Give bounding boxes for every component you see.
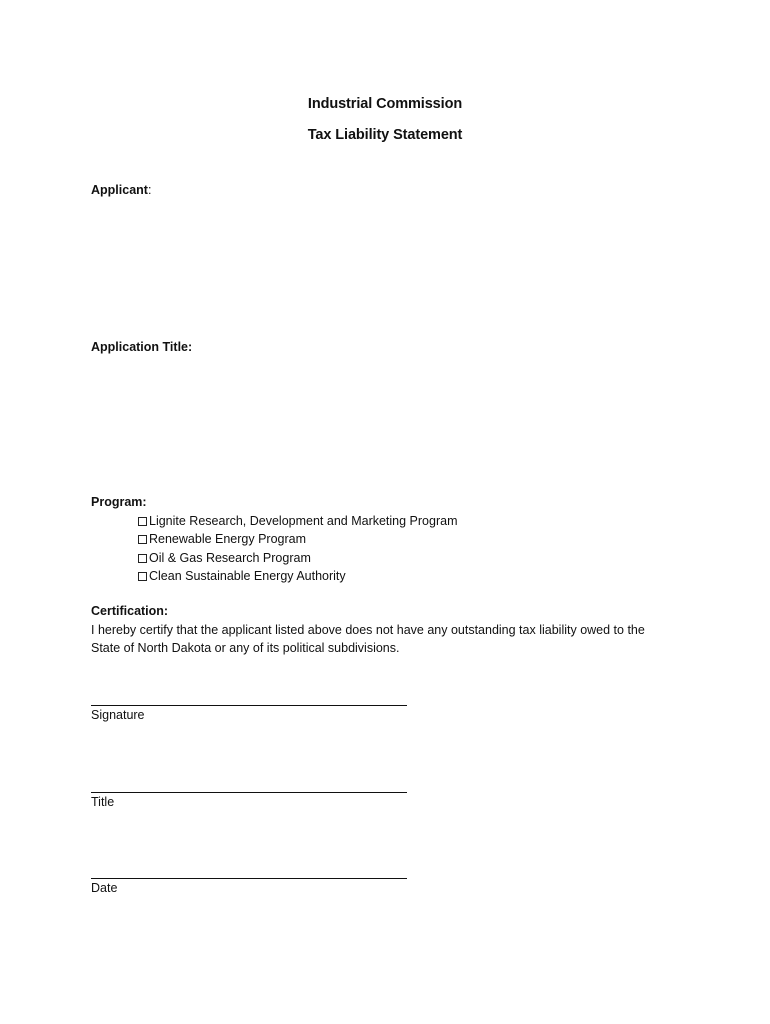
certification-line: I hereby certify that the applicant listed above does not have any outstanding tax liability owed to the (91, 623, 645, 637)
applicant-label-colon: : (147, 183, 152, 197)
date-label: Date (91, 881, 118, 895)
program-option-label: Lignite Research, Development and Marketing Program (149, 514, 458, 528)
program-option-oil-gas[interactable] (138, 551, 311, 565)
program-option-label: Clean Sustainable Energy Authority (149, 569, 346, 583)
certification-text (91, 621, 691, 657)
checkbox[interactable] (138, 535, 147, 544)
form-title: Tax Liability Statement (307, 127, 463, 143)
title-label: Title (91, 795, 115, 809)
date-line[interactable] (91, 878, 407, 879)
checkbox[interactable] (138, 517, 147, 526)
program-label: Program: (91, 495, 147, 509)
checkbox[interactable] (138, 572, 147, 581)
certification-heading: Certification: (91, 604, 169, 618)
signature-label: Signature (91, 708, 145, 722)
program-option-label: Renewable Energy Program (149, 532, 307, 546)
application-title-label: Application Title: (91, 340, 193, 354)
org-title: Industrial Commission (307, 96, 463, 112)
program-option-label: Oil & Gas Research Program (149, 551, 311, 565)
applicant-label-text: Applicant (91, 183, 148, 197)
program-option-lignite[interactable] (138, 514, 458, 528)
checkbox[interactable] (138, 554, 147, 563)
program-option-renewable[interactable] (138, 532, 306, 546)
title-line[interactable] (91, 792, 407, 793)
certification-line: State of North Dakota or any of its political subdivisions. (91, 641, 400, 655)
program-option-clean-energy[interactable] (138, 569, 346, 583)
applicant-label (91, 183, 151, 197)
signature-line[interactable] (91, 705, 407, 706)
